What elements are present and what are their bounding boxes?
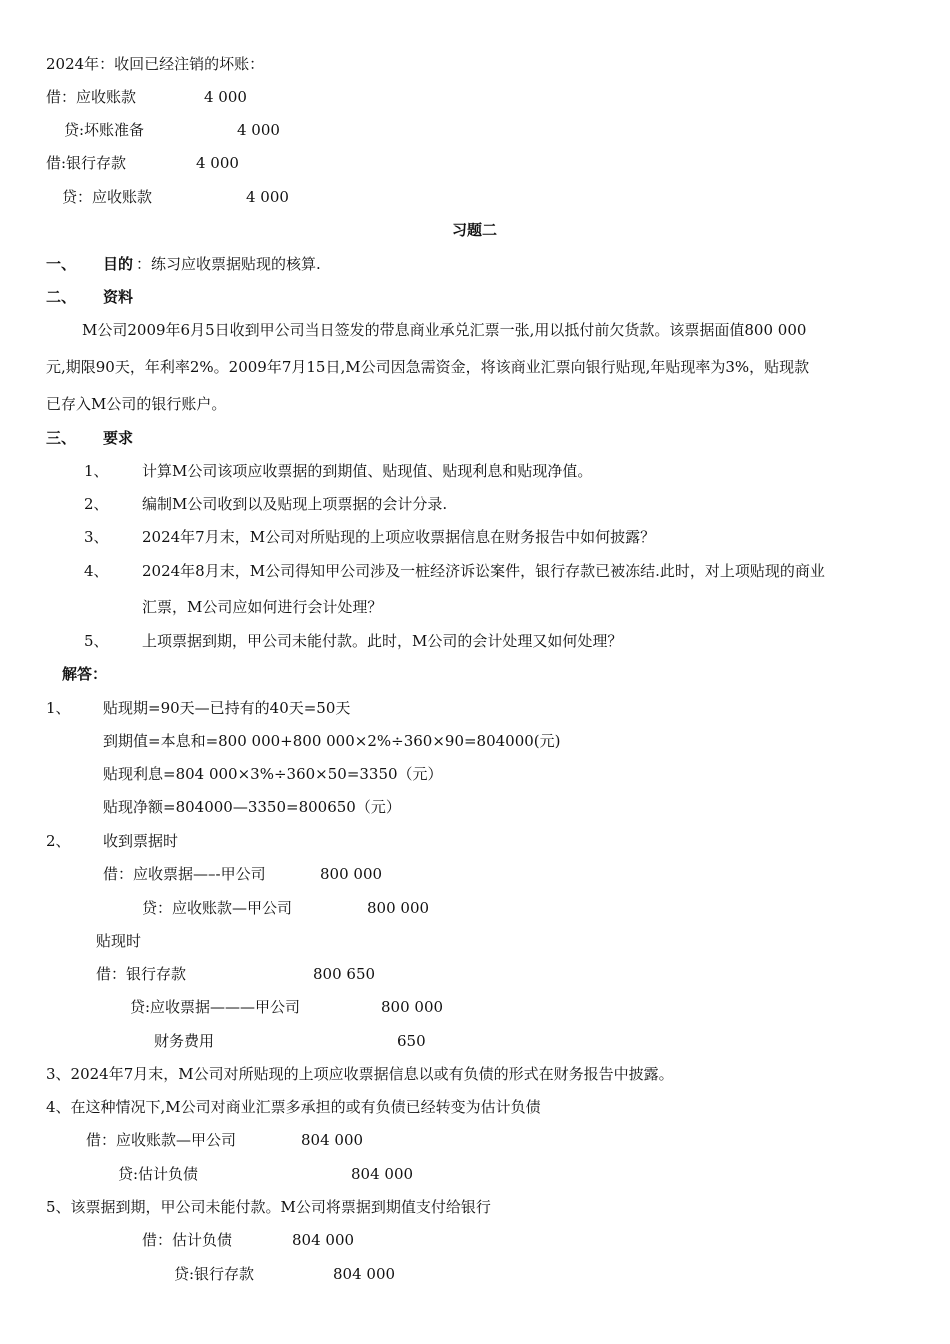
section-number: 二、 bbox=[46, 288, 77, 306]
entry-amount: 804 000 bbox=[301, 1131, 364, 1149]
section-number: 三、 bbox=[46, 429, 77, 447]
requirement-text: 2024年8月末，M公司得知甲公司涉及一桩经济诉讼案件，银行存款已被冻结.此时，对上项贴现的商业 bbox=[142, 562, 825, 580]
paragraph-line: M公司2009年6月5日收到甲公司当日签发的带息商业承兑汇票一张,用以抵付前欠货款。该票据面值800 000 bbox=[82, 321, 807, 339]
answer-text: 贴现期=90天—已持有的40天=50天 bbox=[103, 699, 351, 717]
requirement-number: 1、 bbox=[84, 462, 109, 480]
entry-amount: 800 000 bbox=[381, 998, 444, 1016]
entry-amount: 4 000 bbox=[246, 188, 289, 206]
entry-credit-account: 贷:银行存款 bbox=[174, 1265, 255, 1283]
requirement-text: 汇票，M公司应如何进行会计处理？ bbox=[142, 598, 383, 616]
requirement-number: 2、 bbox=[84, 495, 109, 513]
entry-amount: 4 000 bbox=[196, 154, 239, 172]
section-heading: 目的 bbox=[103, 255, 134, 273]
entry-debit-account: 借：估计负债 bbox=[142, 1231, 233, 1249]
text-line: 2024年：收回已经注销的坏账： bbox=[46, 55, 265, 73]
requirement-text: 2024年7月末，M公司对所贴现的上项应收票据信息在财务报告中如何披露？ bbox=[142, 528, 656, 546]
answer-text: 3、2024年7月末，M公司对所贴现的上项应收票据信息以或有负债的形式在财务报告中披露。 bbox=[46, 1065, 674, 1083]
entry-credit-account: 贷:应收票据———甲公司 bbox=[130, 998, 301, 1016]
requirement-text: 上项票据到期，甲公司未能付款。此时，M公司的会计处理又如何处理？ bbox=[142, 632, 623, 650]
requirement-text: 计算M公司该项应收票据的到期值、贴现值、贴现利息和贴现净值。 bbox=[142, 462, 593, 480]
answer-text: 贴现利息=804 000×3%÷360×50=3350（元） bbox=[103, 765, 443, 783]
requirement-number: 5、 bbox=[84, 632, 109, 650]
entry-debit-account: 借：银行存款 bbox=[96, 965, 187, 983]
entry-amount: 650 bbox=[397, 1032, 426, 1050]
entry-credit-account: 贷：应收账款—甲公司 bbox=[142, 899, 293, 917]
paragraph-line: 已存入M公司的银行账户。 bbox=[46, 395, 227, 413]
requirement-number: 4、 bbox=[84, 562, 109, 580]
answer-heading: 解答： bbox=[62, 665, 108, 683]
section-heading: 要求 bbox=[103, 429, 134, 447]
entry-debit-account: 借:银行存款 bbox=[46, 154, 127, 172]
requirement-number: 3、 bbox=[84, 528, 109, 546]
exercise-title: 习题二 bbox=[452, 221, 498, 239]
entry-amount: 800 000 bbox=[320, 865, 383, 883]
entry-amount: 804 000 bbox=[333, 1265, 396, 1283]
entry-debit-account: 借：应收票据—–-甲公司 bbox=[103, 865, 266, 883]
entry-debit-account: 借：应收账款—甲公司 bbox=[86, 1131, 237, 1149]
answer-text: 贴现净额=804000—3350=800650（元） bbox=[103, 798, 401, 816]
section-number: 一、 bbox=[46, 255, 77, 273]
entry-amount: 800 000 bbox=[367, 899, 430, 917]
section-heading: 资料 bbox=[103, 288, 134, 306]
entry-credit-account: 贷：应收账款 bbox=[62, 188, 153, 206]
answer-text: 4、在这种情况下,M公司对商业汇票多承担的或有负债已经转变为估计负债 bbox=[46, 1098, 541, 1116]
entry-debit-account: 借：应收账款 bbox=[46, 88, 137, 106]
entry-credit-account: 贷:坏账准备 bbox=[64, 121, 145, 139]
requirement-text: 编制M公司收到以及贴现上项票据的会计分录. bbox=[142, 495, 448, 513]
entry-amount: 804 000 bbox=[292, 1231, 355, 1249]
answer-text: 收到票据时 bbox=[103, 832, 179, 850]
answer-number: 2、 bbox=[46, 832, 71, 850]
entry-credit-account: 贷:估计负债 bbox=[118, 1165, 199, 1183]
answer-text: 贴现时 bbox=[96, 932, 142, 950]
entry-amount: 4 000 bbox=[204, 88, 247, 106]
answer-text: 5、该票据到期，甲公司未能付款。M公司将票据到期值支付给银行 bbox=[46, 1198, 491, 1216]
section-text: ：练习应收票据贴现的核算. bbox=[136, 255, 321, 273]
entry-credit-account: 财务费用 bbox=[154, 1032, 215, 1050]
entry-amount: 4 000 bbox=[237, 121, 280, 139]
answer-number: 1、 bbox=[46, 699, 71, 717]
answer-text: 到期值=本息和=800 000+800 000×2%÷360×90=804000(元) bbox=[103, 732, 561, 750]
entry-amount: 804 000 bbox=[351, 1165, 414, 1183]
entry-amount: 800 650 bbox=[313, 965, 376, 983]
paragraph-line: 元,期限90天，年利率2%。2009年7月15日,M公司因急需资金，将该商业汇票向银行贴现,年贴现率为3%，贴现款 bbox=[46, 358, 810, 376]
